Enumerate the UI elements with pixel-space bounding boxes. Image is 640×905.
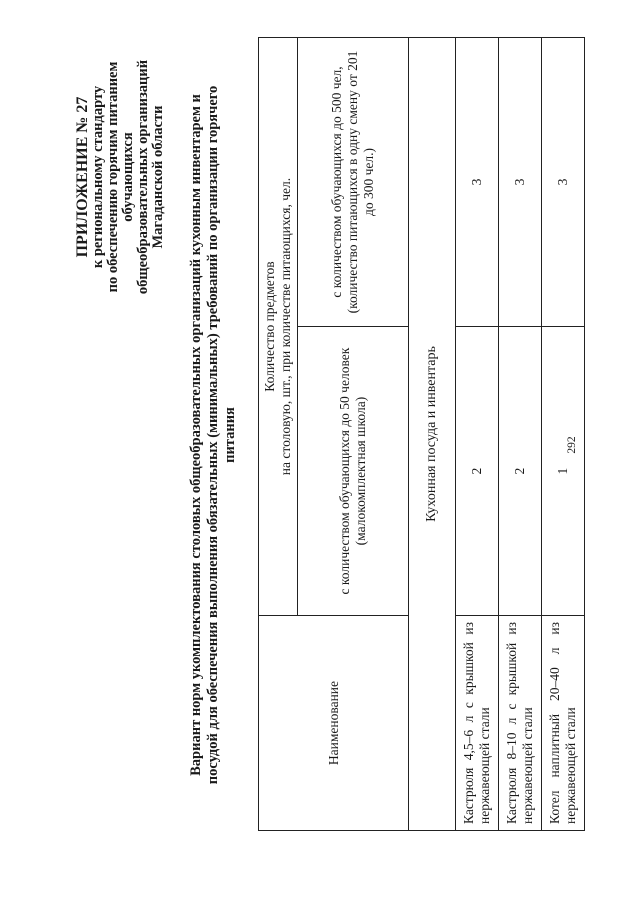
quantity-header-line: на столовую, шт., при количестве питающихся, чел. (278, 177, 293, 476)
document-title: Вариант норм укомплектования столовых общеобразовательных организаций кухонным инвентарем и посудой для обеспечения выполнения обязательных (минимальных) требований по организации горячего питания (188, 85, 238, 785)
section-row (409, 38, 456, 831)
table-row (542, 38, 585, 831)
item-qty-large: 3 (542, 38, 585, 327)
appendix-line: по обеспечению горячим питанием (105, 61, 121, 293)
appendix-line: к региональному стандарту (90, 85, 106, 269)
item-qty-large: 3 (499, 38, 542, 327)
table-header-row (259, 38, 298, 831)
appendix-line: общеобразовательных организаций (135, 59, 151, 295)
item-name: Кастрюля 8–10 л с крышкой из нержавеющей стали (499, 616, 542, 831)
norms-table (258, 37, 585, 831)
table-row (456, 38, 499, 831)
item-qty-small: 2 (499, 327, 542, 616)
table-row (499, 38, 542, 831)
quantity-header-line: Количество предметов (262, 261, 277, 392)
item-qty-small: 2 (456, 327, 499, 616)
item-qty-small: 1 (542, 327, 585, 616)
item-name: Кастрюля 4,5–6 л с крышкой из нержавеющей стали (456, 616, 499, 831)
item-name: Котел наплитный 20–40 л из нержавеющей стали (542, 616, 585, 831)
column-header-quantity (259, 38, 298, 616)
page-number: 292 (566, 436, 578, 454)
appendix-line: обучающихся (120, 132, 136, 222)
appendix-title: ПРИЛОЖЕНИЕ № 27 (74, 96, 91, 258)
section-title: Кухонная посуда и инвентарь (409, 38, 456, 831)
column-header-name: Наименование (259, 616, 409, 831)
appendix-heading (74, 47, 166, 307)
appendix-line: Магаданской области (150, 105, 166, 249)
item-qty-large: 3 (456, 38, 499, 327)
column-header-large-school: с количеством обучающихся до 500 чел, (количество питающихся в одну смену от 201 до 300 чел.) (298, 38, 409, 327)
column-header-small-school: с количеством обучающихся до 50 человек (малокомплектная школа) (298, 327, 409, 616)
